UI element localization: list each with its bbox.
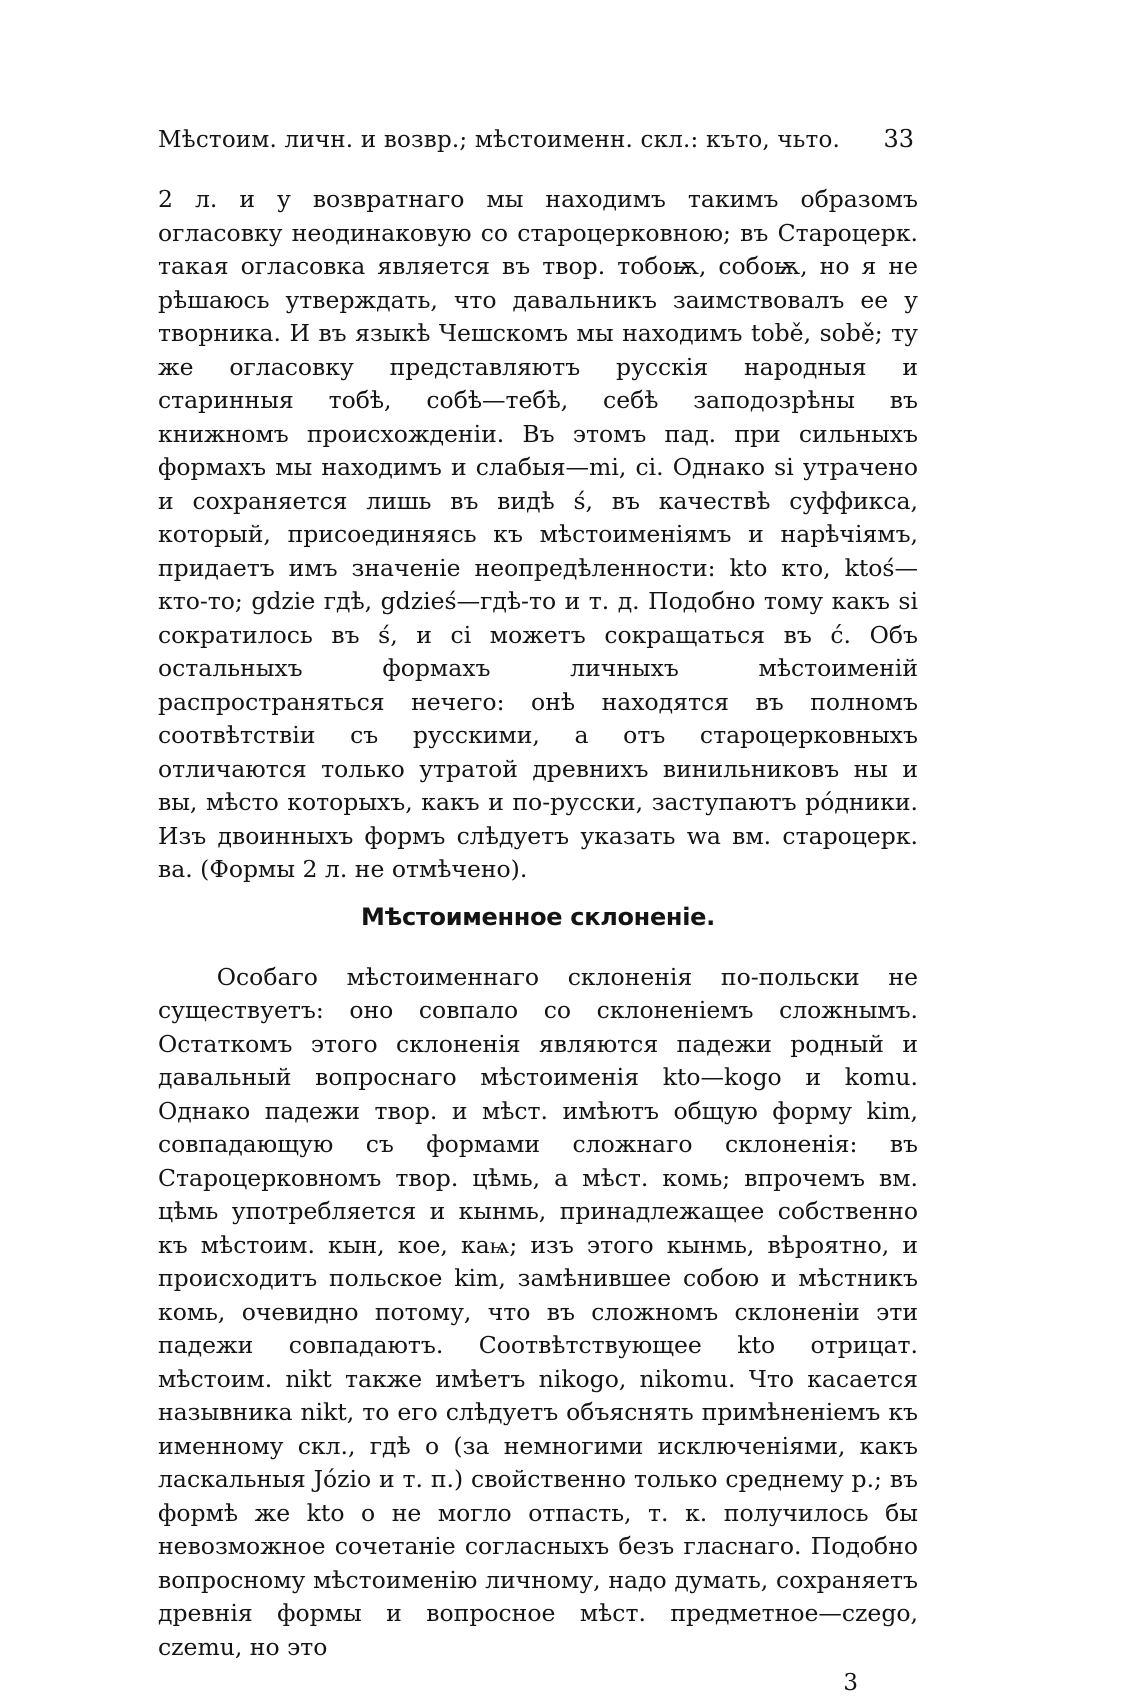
document-page — [158, 125, 918, 1696]
signature-mark: 3 — [843, 1670, 858, 1696]
body-paragraph: Особаго мѣстоименнаго склоненія по-польски не существуетъ: оно совпало со склоненіемъ сложнымъ. Остаткомъ этого склоненія являются падежи родный и давальный вопроснаго мѣстоименія kto—kogo и komu. Однако падежи твор. и мѣст. имѣютъ общую форму kim, совпадающую съ формами сложнаго склоненія: въ Староцерковномъ твор. цѣмь, а мѣст. комь; впрочемъ вм. цѣмь употребляется и кынмь, принадлежащее собственно къ мѣстоим. кын, кое, каѩ; изъ этого кынмь, вѣроятно, и происходитъ польское kim, замѣнившее собою и мѣстникъ комь, очевидно потому, что въ сложномъ склоненіи эти падежи совпадаютъ. Соотвѣтствующее kto отрицат. мѣстоим. nikt также имѣетъ nikogo, nikomu. Что касается назывника nikt, то его слѣдуетъ объяснять примѣненіемъ къ именному скл., гдѣ o (за немногими исключеніями, какъ ласкальныя Józio и т. п.) свойственно только среднему р.; въ формѣ же kto o не могло отпасть, т. к. получилось бы невозможное сочетаніе согласныхъ безъ гласнаго. Подобно вопросному мѣстоименію личному, надо думать, сохраняетъ древнія формы и вопросное мѣст. предметное—czego, czemu, но это — [158, 962, 918, 1661]
running-head-title: Мѣстоим. личн. и возвр.; мѣстоименн. скл.: къто, чьто. — [158, 127, 841, 153]
body-paragraph: 2 л. и у возвратнаго мы находимъ такимъ образомъ огласовку неодинаковую со староцерковною; въ Староцерк. такая огласовка является въ твор. тобоѭ, собоѭ, но я не рѣшаюсь утверждать, что давальникъ заимствовалъ ее у творника. И въ языкѣ Чешскомъ мы находимъ tobě, sobě; ту же огласовку представляютъ русскія народныя и старинныя тобѣ, собѣ—тебѣ, себѣ заподозрѣны въ книжномъ происхожденіи. Въ этомъ пад. при сильныхъ формахъ мы находимъ и слабыя—mi, ci. Однако si утрачено и сохраняется лишь въ видѣ ś, въ качествѣ суффикса, который, присоединяясь къ мѣстоименіямъ и нарѣчіямъ, придаетъ имъ значеніе неопредѣленности: kto кто, ktoś—кто-то; gdzie гдѣ, gdzieś—гдѣ-то и т. д. Подобно тому какъ si сократилось въ ś, и ci можетъ сокращаться въ ć. Объ остальныхъ формахъ личныхъ мѣстоименій распространяться нечего: онѣ находятся въ полномъ соотвѣтствіи съ русскими, а отъ староцерковныхъ отличаются только утратой древнихъ винильниковъ ны и вы, мѣсто которыхъ, какъ и по-русски, заступаютъ рóдники. Изъ двоинныхъ формъ слѣдуетъ указать wa вм. староцерк. ва. (Формы 2 л. не отмѣчено). — [158, 185, 918, 883]
section-heading: Мѣстоименное склоненіе. — [361, 902, 715, 931]
page-number: 33 — [883, 125, 914, 153]
running-head — [158, 125, 918, 163]
